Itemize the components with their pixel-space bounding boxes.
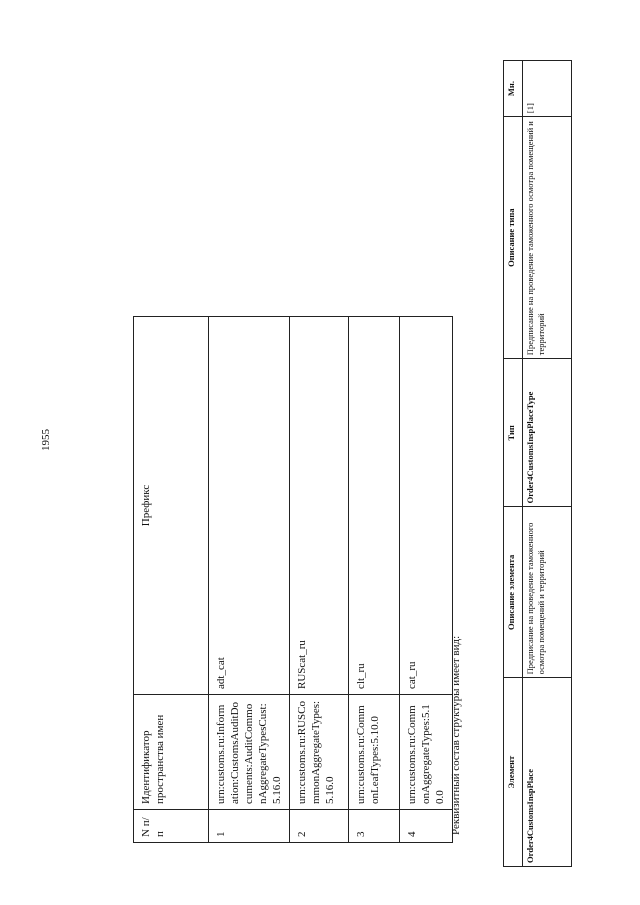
- header-prefix: Префикс: [134, 317, 209, 695]
- structure-caption: Реквизитный состав структуры имеет вид:: [450, 635, 462, 835]
- row-namespace-id: urn:customs.ru:CommonLeafTypes:5.10.0: [349, 695, 400, 810]
- table-row: [349, 317, 400, 843]
- row-prefix: RUScat_ru: [290, 317, 349, 695]
- row-element: Order4CustomsInspPlace: [523, 678, 572, 867]
- requisite-table-header: [504, 61, 523, 867]
- row-namespace-id: urn:customs.ru:CommonAggregateTypes:5.10.0: [400, 695, 453, 810]
- header-element-description: Описание элемента: [504, 507, 523, 678]
- header-element: Элемент: [504, 678, 523, 867]
- header-namespace-id: Идентификатор пространства имен: [134, 695, 209, 810]
- row-type: Order4CustomsInspPlaceType: [523, 359, 572, 507]
- header-type: Тип: [504, 359, 523, 507]
- row-prefix: clt_ru: [349, 317, 400, 695]
- row-number: 2: [290, 810, 349, 843]
- row-namespace-id: urn:customs.ru:Information:CustomsAuditDocuments:AuditCommonAggregateTypesCust:5.16.0: [209, 695, 290, 810]
- row-multiplicity: [1]: [523, 61, 572, 117]
- table-row: [290, 317, 349, 843]
- row-number: 1: [209, 810, 290, 843]
- header-number: N п/п: [134, 810, 209, 843]
- row-prefix: cat_ru: [400, 317, 453, 695]
- row-number: 3: [349, 810, 400, 843]
- table-row: [523, 61, 572, 867]
- requisite-table: [503, 60, 572, 867]
- table-row: [400, 317, 453, 843]
- row-number: 4: [400, 810, 453, 843]
- row-prefix: adt_cat: [209, 317, 290, 695]
- namespace-table-header: [134, 317, 209, 843]
- row-element-description: Предписание на проведение таможенного осмотра помещений и территорий: [523, 507, 572, 678]
- header-multiplicity: Мн.: [504, 61, 523, 117]
- table-row: [209, 317, 290, 843]
- row-type-description: Предписание на проведение таможенного осмотра помещений и территорий: [523, 117, 572, 359]
- header-type-description: Описание типа: [504, 117, 523, 359]
- page-number: 1955: [40, 429, 52, 451]
- namespace-table: [133, 316, 453, 843]
- row-namespace-id: urn:customs.ru:RUSCommonAggregateTypes:5.16.0: [290, 695, 349, 810]
